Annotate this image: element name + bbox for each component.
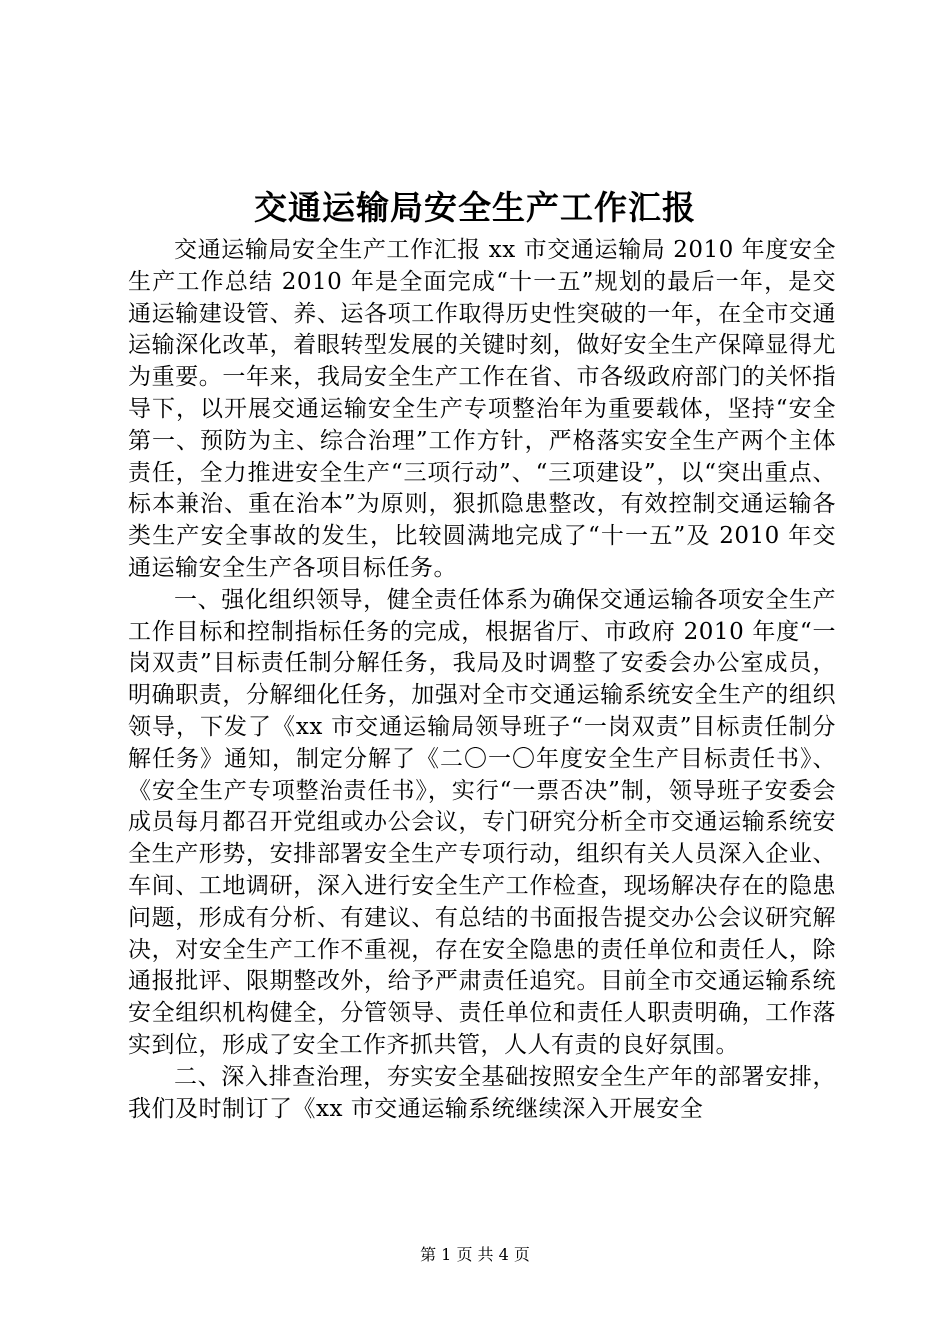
document-title: 交通运输局安全生产工作汇报 (254, 188, 696, 227)
page-number-footer: 第 1 页 共 4 页 (420, 1245, 530, 1264)
paragraph: 一、强化组织领导，健全责任体系为确保交通运输各项安全生产工作目标和控制指标任务的完成，根据省厅、市政府 2010 年度“一岗双责”目标责任制分解任务，我局及时调整了安委会办公室成员，明确职责，分解细化任务，加强对全市交通运输系统安全生产的组织领导，下发了《xx 市交通运输局领导班子“一岗双责”目标责任制分解任务》通知，制定分解了《二〇一〇年度安全生产目标责任书》、《安全生产专项整治责任书》，实行“一票否决”制，领导班子安委会成员每月都召开党组或办公会议，专门研究分析全市交通运输系统安全生产形势，安排部署安全生产专项行动，组织有关人员深入企业、车间、工地调研，深入进行安全生产工作检查，现场解决存在的隐患问题，形成有分析、有建议、有总结的书面报告提交办公会议研究解决，对安全生产工作不重视，存在安全隐患的责任单位和责任人，除通报批评、限期整改外，给予严肃责任追究。目前全市交通运输系统安全组织机构健全，分管领导、责任单位和责任人职责明确，工作落实到位，形成了安全工作齐抓共管，人人有责的良好氛围。 (128, 586, 836, 1058)
paragraph: 二、深入排查治理，夯实安全基础按照安全生产年的部署安排，我们及时制订了《xx 市交通运输系统继续深入开展安全 (128, 1063, 836, 1122)
document-body (128, 235, 836, 1125)
paragraph: 交通运输局安全生产工作汇报 xx 市交通运输局 2010 年度安全生产工作总结 2010 年是全面完成“十一五”规划的最后一年，是交通运输建设管、养、运各项工作取得历史性突破的一年，在全市交通运输深化改革，着眼转型发展的关键时刻，做好安全生产保障显得尤为重要。一年来，我局安全生产工作在省、市各级政府部门的关怀指导下，以开展交通运输安全生产专项整治年为重要载体，坚持“安全第一、预防为主、综合治理”工作方针，严格落实安全生产两个主体责任，全力推进安全生产“三项行动”、“三项建设”，以“突出重点、标本兼治、重在治本”为原则，狠抓隐患整改，有效控制交通运输各类生产安全事故的发生，比较圆满地完成了“十一五”及 2010 年交通运输安全生产各项目标任务。 (128, 237, 836, 581)
